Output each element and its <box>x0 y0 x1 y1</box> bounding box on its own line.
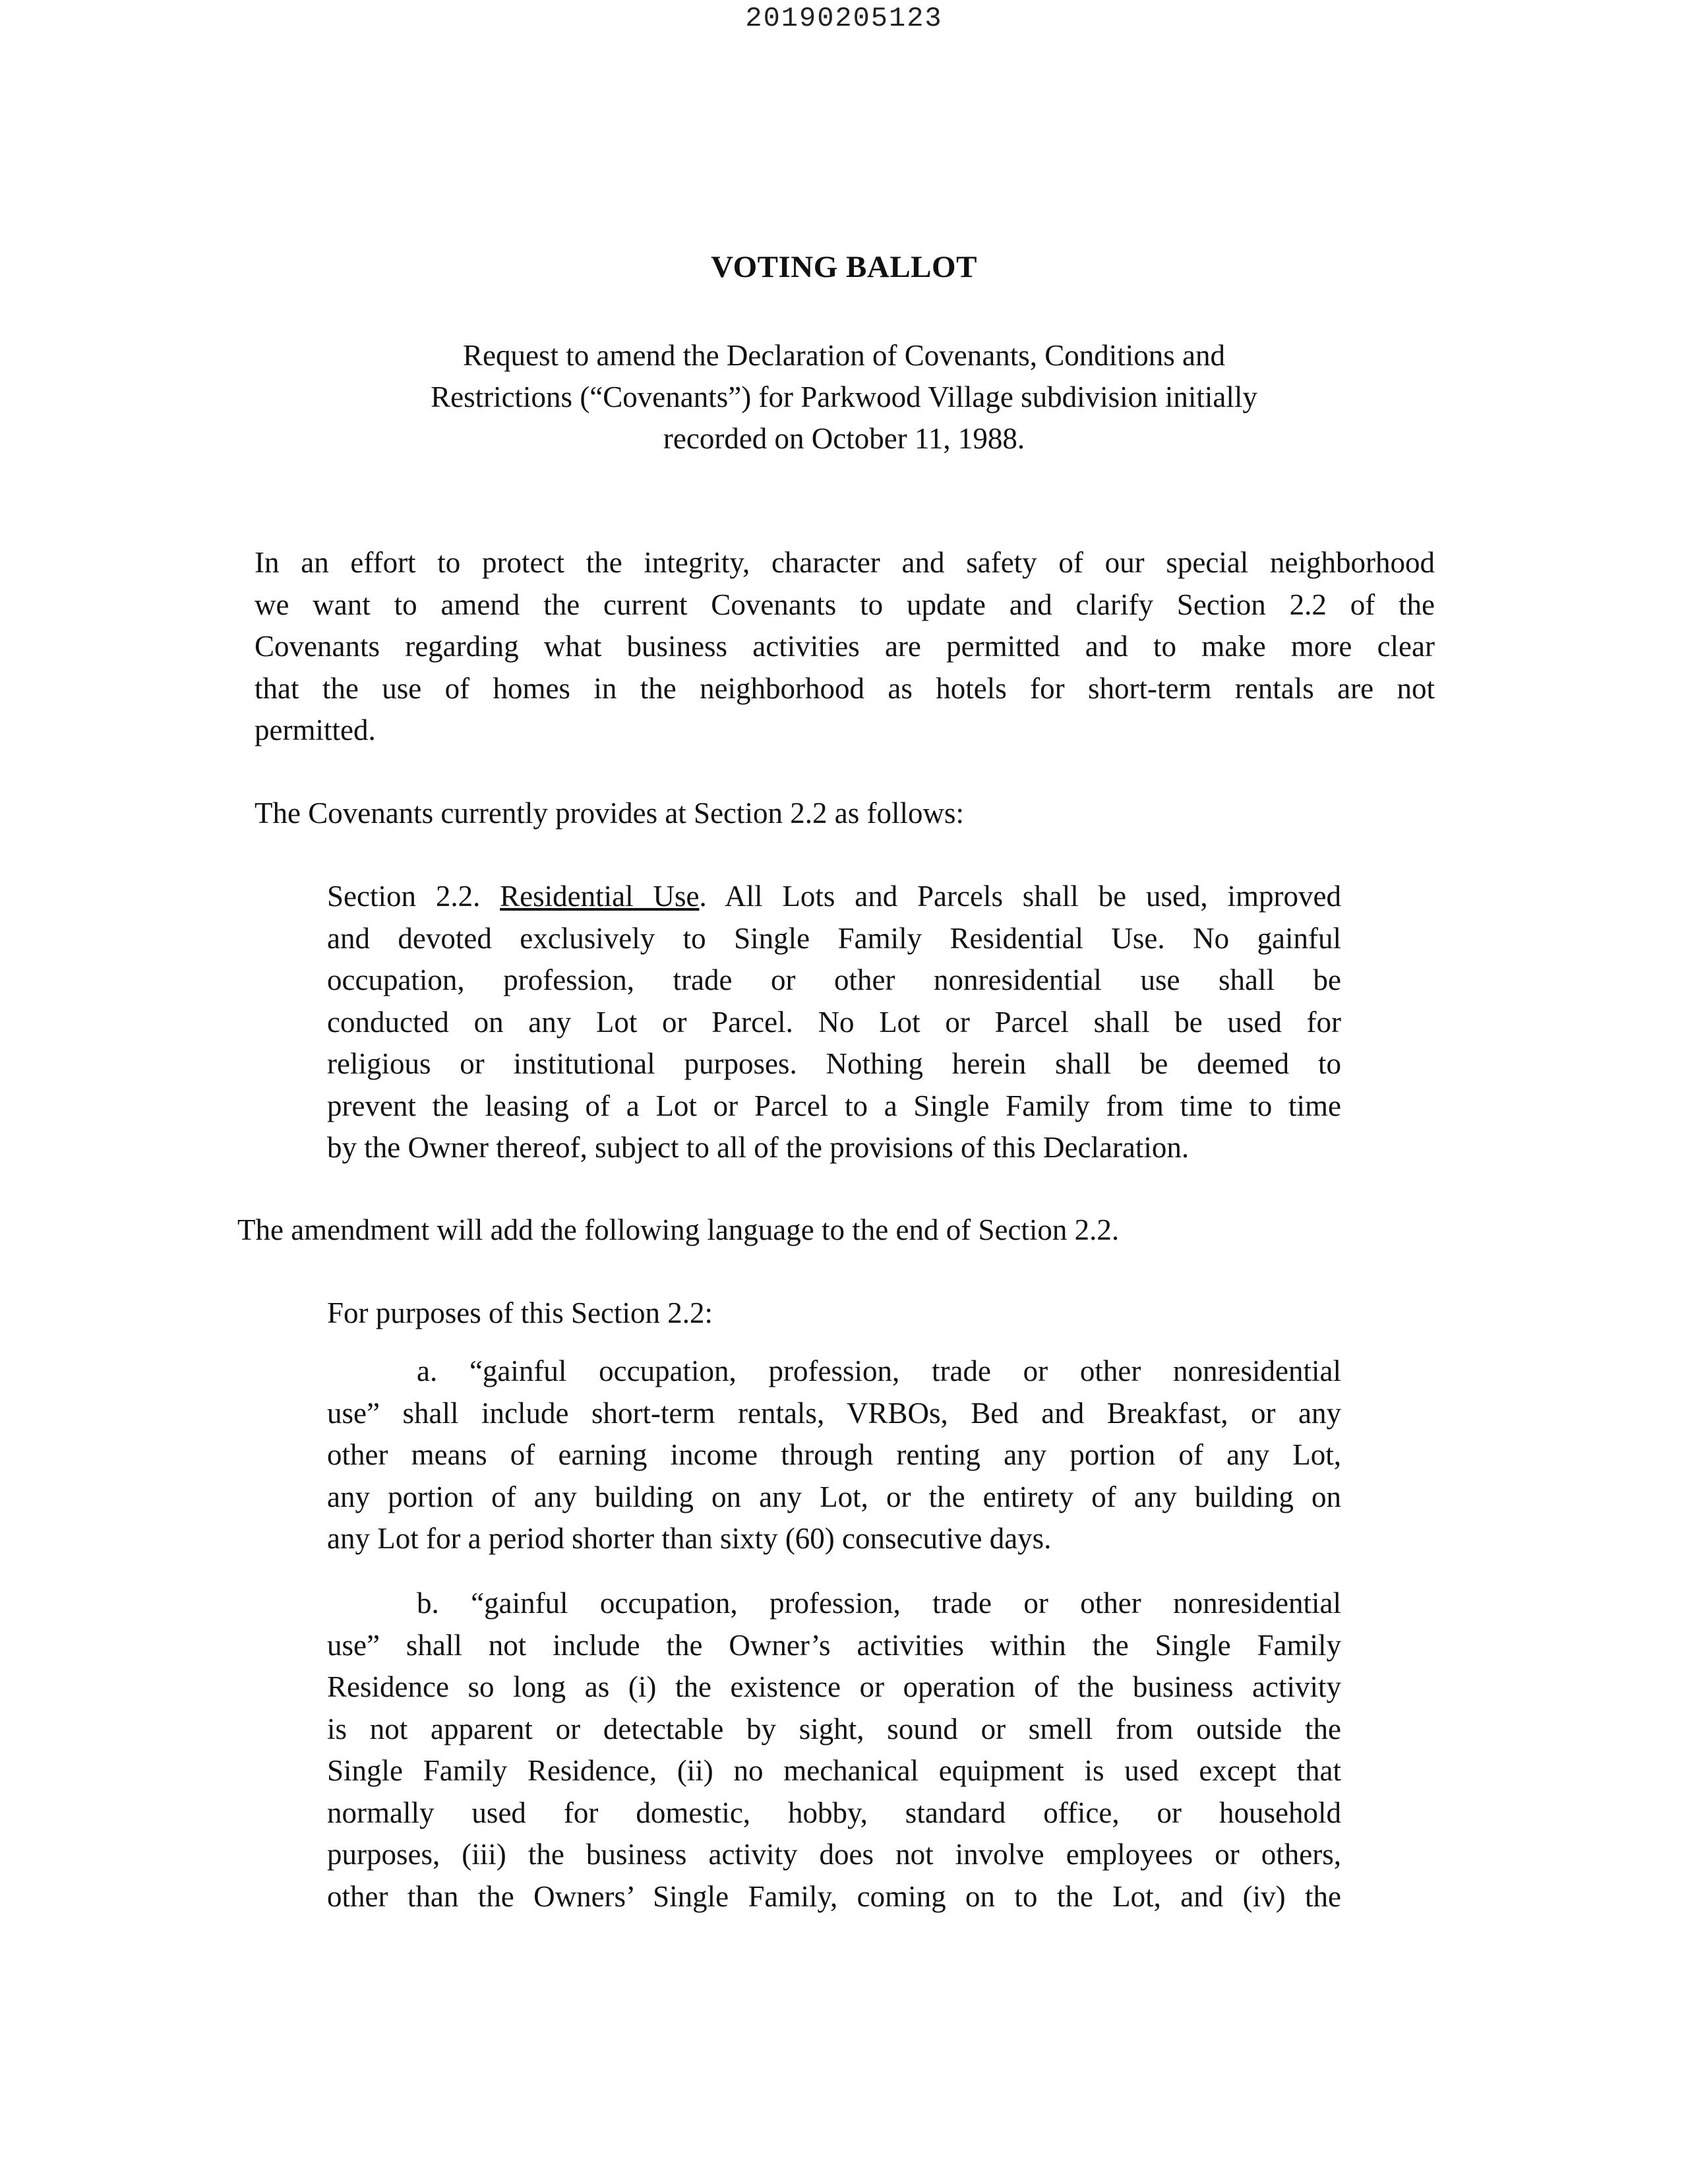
item-b-line: normally used for domestic, hobby, standard office, or household <box>327 1796 1341 1829</box>
quote-line: conducted on any Lot or Parcel. No Lot or Parcel shall be used for <box>327 1005 1341 1039</box>
current-provision-intro <box>255 793 1435 835</box>
item-b-line: purposes, (iii) the business activity does not involve employees or others, <box>327 1838 1341 1871</box>
intro-line: we want to amend the current Covenants to update and clarify Section 2.2 of the <box>255 588 1435 621</box>
item-b-line: Single Family Residence, (ii) no mechanical equipment is used except that <box>327 1754 1341 1787</box>
item-a-line <box>327 1350 1341 1393</box>
intro-line: Covenants regarding what business activities are permitted and to make more clear <box>255 630 1435 663</box>
item-a-line: any Lot for a period shorter than sixty (60) consecutive days. <box>327 1522 1052 1555</box>
item-b-first-line: b. “gainful occupation, profession, trade or other nonresidential <box>417 1587 1341 1620</box>
recording-number: 20190205123 <box>745 3 943 34</box>
item-a-first-line: a. “gainful occupation, profession, trade or other nonresidential <box>417 1354 1341 1387</box>
intro-line: In an effort to protect the integrity, character and safety of our special neighborhood <box>255 546 1435 579</box>
item-b-line: other than the Owners’ Single Family, coming on to the Lot, and (iv) the <box>327 1879 1341 1913</box>
subtitle-line: recorded on October 11, 1988. <box>663 422 1025 455</box>
intro-line: that the use of homes in the neighborhood as hotels for short-term rentals are not <box>255 671 1435 705</box>
quote-line: religious or institutional purposes. Nothing herein shall be deemed to <box>327 1047 1341 1080</box>
item-b-line: is not apparent or detectable by sight, sound or smell from outside the <box>327 1712 1341 1745</box>
intro-paragraph <box>255 542 1435 752</box>
item-b-line <box>327 1583 1341 1625</box>
section-number: Section 2.2. <box>327 880 500 913</box>
quote-first-line: . All Lots and Parcels shall be used, improved <box>699 880 1341 913</box>
ballot-subtitle <box>316 335 1372 460</box>
item-a-line: any portion of any building on any Lot, or the entirety of any building on <box>327 1480 1341 1513</box>
subtitle-line: Restrictions (“Covenants”) for Parkwood Village subdivision initially <box>431 380 1257 413</box>
quote-line: and devoted exclusively to Single Family Residential Use. No gainful <box>327 921 1341 955</box>
intro-line: permitted. <box>255 713 376 746</box>
item-a-line: use” shall include short-term rentals, VRBOs, Bed and Breakfast, or any <box>327 1396 1341 1430</box>
section-heading: Residential Use <box>500 880 700 913</box>
quote-line: by the Owner thereof, subject to all of the provisions of this Declaration. <box>327 1131 1190 1164</box>
amendment-intro <box>237 1209 1424 1252</box>
quote-line <box>327 876 1341 918</box>
quote-line: occupation, profession, trade or other nonresidential use shall be <box>327 963 1341 996</box>
amendment-item-b <box>327 1583 1341 1918</box>
purposes-heading <box>327 1292 1341 1335</box>
item-b-line: Residence so long as (i) the existence or operation of the business activity <box>327 1670 1341 1703</box>
item-b-line: use” shall not include the Owner’s activities within the Single Family <box>327 1628 1341 1662</box>
item-a-line: other means of earning income through renting any portion of any Lot, <box>327 1438 1341 1471</box>
amendment-item-a <box>327 1350 1341 1560</box>
subtitle-line: Request to amend the Declaration of Covenants, Conditions and <box>462 339 1225 372</box>
amendment-line: The amendment will add the following language to the end of Section 2.2. <box>237 1213 1120 1246</box>
section-2-2-quote <box>327 876 1341 1169</box>
quote-line: prevent the leasing of a Lot or Parcel to a Single Family from time to time <box>327 1089 1341 1122</box>
purposes-line: For purposes of this Section 2.2: <box>327 1296 713 1329</box>
document-title: VOTING BALLOT <box>711 250 977 284</box>
current-provision-line: The Covenants currently provides at Section 2.2 as follows: <box>255 797 965 830</box>
